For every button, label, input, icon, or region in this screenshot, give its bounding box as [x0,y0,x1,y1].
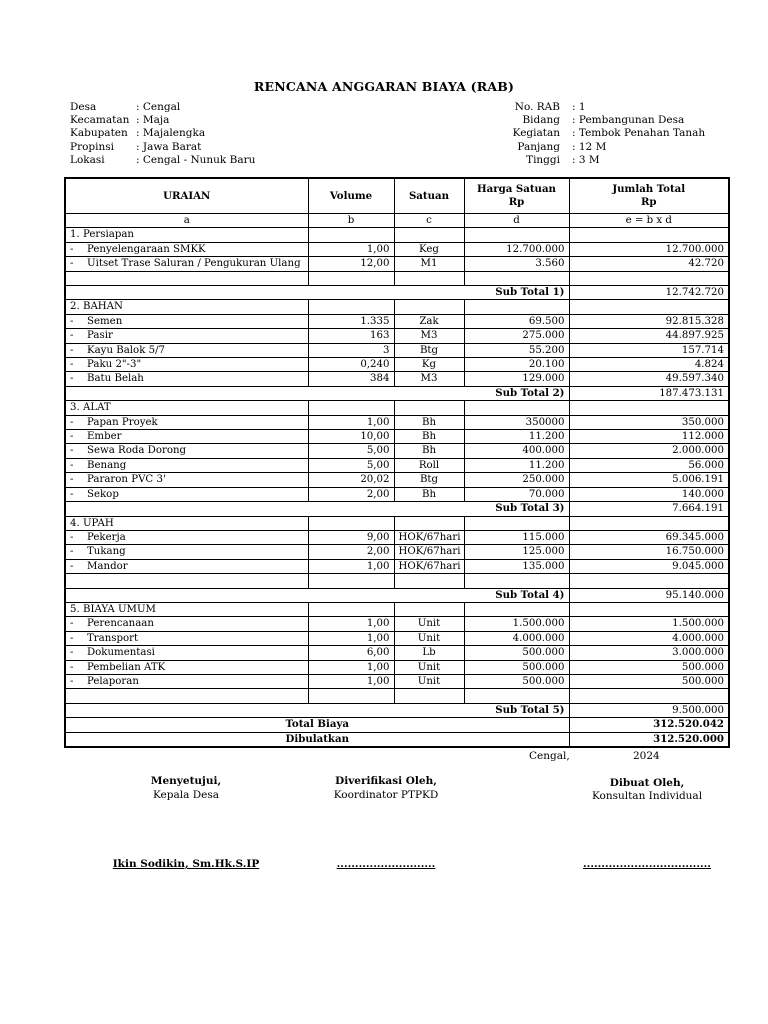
sig-right-title: Konsultan Individual [591,790,703,802]
empty-cell [464,228,569,242]
item-volume: 5,00 [308,458,394,472]
info-left-value: : Cengal - Nunuk Baru [136,153,256,166]
info-right-value: : 1 [572,101,586,113]
empty-cell [394,228,464,242]
header-harga [464,178,569,214]
item-harga: 12.700.000 [464,242,569,256]
item-volume: 2,00 [308,487,394,501]
item-jumlah: 44.897.925 [569,329,729,343]
item-name: Pararon PVC 3' [87,474,166,486]
table-row [65,473,729,487]
section-title: 4. UPAH [65,516,308,530]
item-dash: - [70,445,74,457]
item-satuan: HOK/67hari [394,559,464,573]
info-right-label: No. RAB [514,101,560,113]
item-uraian [65,372,308,386]
sig-right-role: Dibuat Oleh, [609,777,685,789]
item-name: Transport [87,632,139,644]
rounded-row-label: Dibulatkan [65,732,569,747]
item-jumlah: 500.000 [569,660,729,674]
table-row [65,617,729,631]
subtotal-row [65,502,729,516]
empty-cell [464,300,569,314]
header-volume: Volume [308,178,394,214]
total-row-value: 312.520.042 [569,718,729,732]
item-uraian [65,444,308,458]
item-dash: - [70,330,74,342]
item-dash: - [70,618,74,630]
info-right-value: : 12 M [572,140,607,153]
item-harga [464,574,569,588]
subtotal-row [65,286,729,300]
info-right-label: Kegiatan [512,127,560,140]
item-uraian [65,473,308,487]
item-volume: 1,00 [308,617,394,631]
item-volume [308,689,394,703]
sig-middle-name: ........................... [336,858,436,870]
item-volume: 3 [308,343,394,357]
subtotal-label: Sub Total 2) [65,386,569,400]
item-volume: 12,00 [308,257,394,271]
section-title-row [65,516,729,530]
table-row [65,444,729,458]
item-harga: 1.500.000 [464,617,569,631]
item-harga: 250.000 [464,473,569,487]
info-right-label: Bidang [522,114,560,127]
empty-cell [569,271,729,285]
item-satuan: Bh [394,487,464,501]
header-jumlah [569,178,729,214]
empty-cell [394,602,464,616]
rab-table [64,177,730,748]
table-row [65,631,729,645]
column-letters-row [65,214,729,228]
item-jumlah: 16.750.000 [569,545,729,559]
subtotal-label: Sub Total 3) [65,502,569,516]
item-dash: - [70,344,74,356]
item-dash: - [70,632,74,644]
item-jumlah: 92.815.328 [569,314,729,328]
item-volume: 0,240 [308,358,394,372]
item-name: Sekop [87,488,119,500]
section-title: 3. ALAT [65,401,308,415]
item-uraian [65,343,308,357]
item-jumlah: 49.597.340 [569,372,729,386]
item-satuan: M3 [394,372,464,386]
item-name: Pembelian ATK [87,661,166,673]
item-jumlah: 42.720 [569,257,729,271]
table-row [65,458,729,472]
letter-b: b [308,214,394,228]
item-name: Mandor [87,560,128,572]
item-name: Ember [87,431,122,443]
empty-cell [569,300,729,314]
sig-left-name: Ikin Sodikin, Sm.Hk.S.IP [112,858,260,870]
table-row [65,646,729,660]
item-satuan: Zak [394,314,464,328]
table-row [65,660,729,674]
item-uraian [65,242,308,256]
subtotal-value: 12.742.720 [569,286,729,300]
item-name: Semen [87,315,123,327]
letter-e: e = b x d [569,214,729,228]
header-jumlah-line1: Jumlah Total [612,183,686,195]
section-title-row [65,300,729,314]
item-harga: 500.000 [464,660,569,674]
item-name: Kayu Balok 5/7 [87,344,165,356]
subtotal-row [65,386,729,400]
item-satuan: HOK/67hari [394,530,464,544]
section-title-row [65,228,729,242]
item-jumlah: 12.700.000 [569,242,729,256]
item-harga: 70.000 [464,487,569,501]
letter-a: a [65,214,308,228]
empty-row [65,271,729,285]
item-dash: - [70,661,74,673]
item-jumlah: 4.000.000 [569,631,729,645]
item-uraian [65,617,308,631]
table-row [65,545,729,559]
item-harga: 69.500 [464,314,569,328]
item-satuan: Unit [394,617,464,631]
empty-cell [569,401,729,415]
item-dash: - [70,459,74,471]
empty-cell [65,271,308,285]
item-name: Tukang [87,546,126,558]
item-satuan: Bh [394,444,464,458]
item-satuan [394,689,464,703]
info-right-value: : 3 M [572,153,600,166]
item-satuan: HOK/67hari [394,545,464,559]
item-harga: 3.560 [464,257,569,271]
item-uraian [65,430,308,444]
item-name: Pelaporan [87,675,139,687]
item-dash: - [70,315,74,327]
item-satuan: M3 [394,329,464,343]
info-right-label: Tinggi [526,153,560,166]
table-row [65,257,729,271]
item-harga: 135.000 [464,559,569,573]
table-row [65,314,729,328]
sig-left-title: Kepala Desa [153,789,219,801]
item-satuan [394,574,464,588]
item-name: Benang [87,459,127,471]
item-jumlah: 2.000.000 [569,444,729,458]
item-harga: 11.200 [464,430,569,444]
table-row [65,415,729,429]
table-row [65,530,729,544]
item-volume: 9,00 [308,530,394,544]
item-harga: 500.000 [464,646,569,660]
item-volume: 1.335 [308,314,394,328]
item-name: Penyelengaraan SMKK [87,243,206,255]
empty-cell [464,271,569,285]
item-satuan: M1 [394,257,464,271]
item-volume: 384 [308,372,394,386]
item-dash: - [70,373,74,385]
header-harga-line1: Harga Satuan [477,183,556,195]
table-row [65,372,729,386]
info-right-value: : Pembangunan Desa [572,114,685,127]
item-harga: 400.000 [464,444,569,458]
item-harga: 20.100 [464,358,569,372]
item-harga: 350000 [464,415,569,429]
item-volume: 1,00 [308,660,394,674]
empty-cell [308,271,394,285]
item-jumlah: 350.000 [569,415,729,429]
item-volume: 20,02 [308,473,394,487]
item-satuan: Kg [394,358,464,372]
info-left-value: : Maja [136,114,170,127]
item-satuan: Btg [394,473,464,487]
item-jumlah: 157.714 [569,343,729,357]
section-title: 1. Persiapan [65,228,308,242]
table-row [65,689,729,703]
item-jumlah: 500.000 [569,674,729,688]
item-name: Uitset Trase Saluran / Pengukuran Ulang [87,258,301,270]
item-uraian [65,314,308,328]
item-volume: 1,00 [308,631,394,645]
total-row [65,718,729,732]
item-jumlah: 9.045.000 [569,559,729,573]
header-uraian: URAIAN [65,178,308,214]
item-uraian [65,329,308,343]
info-left-label: Kabupaten [70,127,128,140]
empty-cell [394,271,464,285]
item-name: Batu Belah [87,373,144,385]
table-header-row [65,178,729,214]
info-left-label: Kecamatan [70,114,130,127]
total-row-label: Total Biaya [65,718,569,732]
empty-cell [308,516,394,530]
empty-cell [464,516,569,530]
item-jumlah: 112.000 [569,430,729,444]
item-harga: 500.000 [464,674,569,688]
table-row [65,343,729,357]
empty-cell [308,401,394,415]
item-name: Papan Proyek [87,416,158,428]
header-satuan: Satuan [394,178,464,214]
item-dash: - [70,474,74,486]
item-uraian [65,487,308,501]
sig-middle-role: Diverifikasi Oleh, [335,775,437,787]
item-name: Sewa Roda Dorong [87,445,187,457]
header-jumlah-line2: Rp [640,196,657,208]
empty-cell [308,602,394,616]
table-row [65,674,729,688]
item-uraian [65,689,308,703]
item-satuan: Lb [394,646,464,660]
info-right-label: Panjang [517,140,560,153]
item-volume: 1,00 [308,242,394,256]
subtotal-value: 7.664.191 [569,502,729,516]
item-satuan: Unit [394,660,464,674]
item-jumlah: 69.345.000 [569,530,729,544]
page-title: RENCANA ANGGARAN BIAYA (RAB) [253,79,515,94]
empty-cell [569,516,729,530]
section-title-row [65,401,729,415]
item-volume: 2,00 [308,545,394,559]
item-jumlah [569,689,729,703]
empty-cell [569,602,729,616]
info-left-label: Propinsi [70,140,114,153]
header-harga-line2: Rp [508,196,525,208]
subtotal-value: 9.500.000 [569,703,729,717]
letter-c: c [394,214,464,228]
table-row [65,329,729,343]
item-harga: 129.000 [464,372,569,386]
item-harga: 4.000.000 [464,631,569,645]
item-uraian [65,458,308,472]
item-satuan: Btg [394,343,464,357]
item-name: Pekerja [87,531,126,543]
item-uraian [65,646,308,660]
section-title: 5. BIAYA UMUM [65,602,308,616]
item-volume: 1,00 [308,415,394,429]
table-row [65,358,729,372]
info-right-value: : Tembok Penahan Tanah [572,127,706,140]
empty-cell [308,228,394,242]
item-dash: - [70,560,74,572]
item-jumlah: 56.000 [569,458,729,472]
item-dash: - [70,359,74,371]
item-jumlah: 140.000 [569,487,729,501]
item-satuan: Keg [394,242,464,256]
item-satuan: Bh [394,430,464,444]
item-dash: - [70,258,74,270]
section-title-row [65,602,729,616]
item-dash: - [70,243,74,255]
signing-place: Cengal, [529,750,570,762]
item-dash: - [70,531,74,543]
subtotal-value: 95.140.000 [569,588,729,602]
item-uraian [65,660,308,674]
table-row [65,242,729,256]
sig-middle-title: Koordinator PTPKD [333,789,439,801]
item-volume: 1,00 [308,559,394,573]
letter-d: d [464,214,569,228]
item-uraian [65,257,308,271]
table-row [65,430,729,444]
item-uraian [65,574,308,588]
item-uraian [65,674,308,688]
item-satuan: Unit [394,631,464,645]
item-harga [464,689,569,703]
item-harga: 55.200 [464,343,569,357]
sig-right-name: ................................... [583,858,711,870]
subtotal-row [65,703,729,717]
item-volume: 163 [308,329,394,343]
item-name: Perencanaan [87,618,154,630]
item-harga: 11.200 [464,458,569,472]
item-volume: 6,00 [308,646,394,660]
item-jumlah: 3.000.000 [569,646,729,660]
empty-cell [394,401,464,415]
rounded-row [65,732,729,747]
item-jumlah: 5.006.191 [569,473,729,487]
empty-cell [394,300,464,314]
subtotal-label: Sub Total 4) [65,588,569,602]
item-harga: 275.000 [464,329,569,343]
item-dash: - [70,546,74,558]
subtotal-label: Sub Total 1) [65,286,569,300]
subtotal-value: 187.473.131 [569,386,729,400]
item-dash: - [70,647,74,659]
item-uraian [65,545,308,559]
table-row [65,487,729,501]
table-row [65,574,729,588]
info-left-label: Desa [70,101,97,113]
item-uraian [65,631,308,645]
item-volume: 1,00 [308,674,394,688]
section-title: 2. BAHAN [65,300,308,314]
subtotal-label: Sub Total 5) [65,703,569,717]
empty-cell [308,300,394,314]
empty-cell [569,228,729,242]
item-dash: - [70,416,74,428]
item-dash: - [70,431,74,443]
sig-left-role: Menyetujui, [150,775,222,787]
info-left-value: : Majalengka [136,127,206,140]
empty-cell [464,401,569,415]
item-jumlah: 1.500.000 [569,617,729,631]
info-left-value: : Jawa Barat [136,140,202,153]
item-harga: 115.000 [464,530,569,544]
item-uraian [65,358,308,372]
item-name: Pasir [87,330,113,342]
item-uraian [65,559,308,573]
item-jumlah: 4.824 [569,358,729,372]
item-satuan: Bh [394,415,464,429]
signing-year: 2024 [633,750,660,762]
item-uraian [65,530,308,544]
item-uraian [65,415,308,429]
item-harga: 125.000 [464,545,569,559]
item-dash: - [70,675,74,687]
item-satuan: Roll [394,458,464,472]
item-jumlah [569,574,729,588]
empty-cell [464,602,569,616]
item-name: Paku 2"-3" [87,359,142,371]
item-volume [308,574,394,588]
info-left-label: Lokasi [70,153,105,166]
item-satuan: Unit [394,674,464,688]
item-name: Dokumentasi [87,647,155,659]
empty-cell [394,516,464,530]
item-volume: 5,00 [308,444,394,458]
info-left-value: : Cengal [136,101,181,113]
item-volume: 10,00 [308,430,394,444]
item-dash: - [70,488,74,500]
table-row [65,559,729,573]
subtotal-row [65,588,729,602]
rounded-row-value: 312.520.000 [569,732,729,747]
